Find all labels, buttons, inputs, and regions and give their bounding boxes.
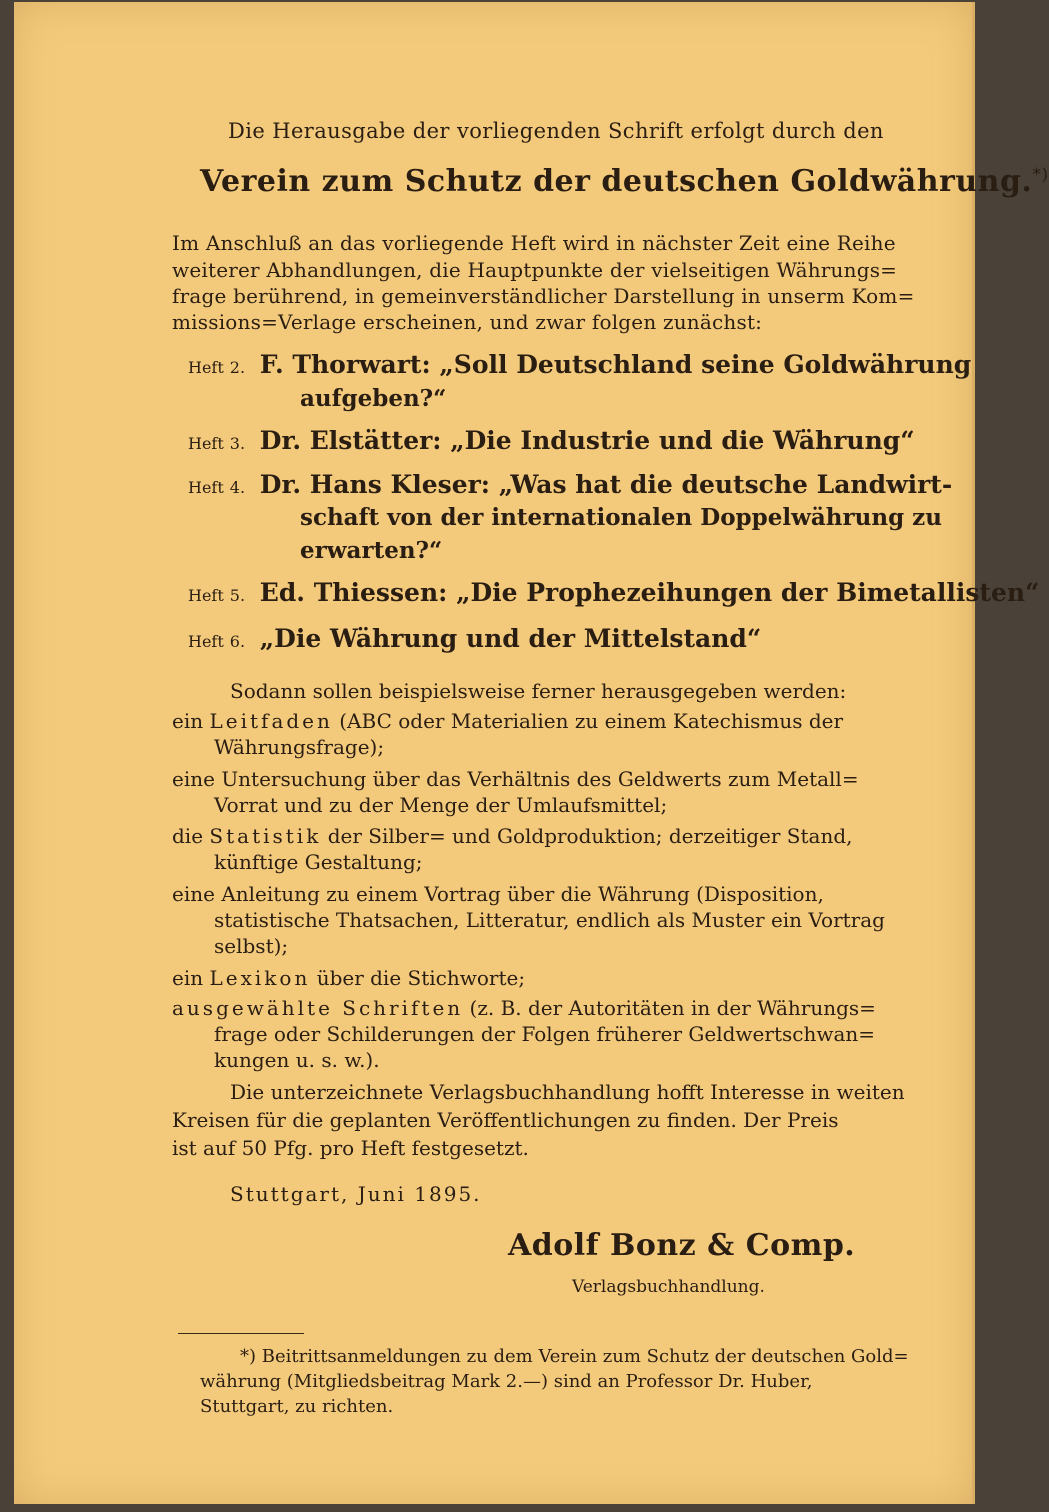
heft-entry: [188, 578, 1039, 607]
footnote-line: währung (Mitgliedsbeitrag Mark 2.—) sind an Professor Dr. Huber,: [200, 1371, 813, 1392]
item-lead: ein: [172, 966, 204, 990]
heft-title: „Soll Deutschland seine Goldwährung: [439, 350, 972, 379]
further-item: [172, 882, 824, 906]
heft-number: 5.: [229, 586, 246, 605]
heft-title-cont: erwarten?“: [300, 537, 443, 564]
further-item: [172, 824, 853, 848]
heft-author: Dr. Hans Kleser:: [259, 470, 491, 499]
heft-label: Heft: [188, 632, 224, 651]
heft-title-cont: aufgeben?“: [300, 385, 447, 412]
further-item-cont: Vorrat und zu der Menge der Umlaufsmittel;: [214, 793, 668, 817]
item-key: Anleitung zu einem Vortrag: [221, 882, 501, 906]
item-text: (z. B. der Autoritäten in der Währungs=: [469, 996, 876, 1020]
closing-line: Kreisen für die geplanten Veröffentlichungen zu finden. Der Preis: [172, 1108, 839, 1132]
further-item-cont: frage oder Schilderungen der Folgen früherer Geldwertschwan=: [214, 1022, 876, 1046]
heft-number: 4.: [229, 478, 246, 497]
further-item: [172, 709, 843, 733]
further-item: [172, 996, 876, 1020]
heft-author: F. Thorwart:: [259, 350, 431, 379]
further-item: [172, 966, 525, 990]
society-title: [200, 164, 1049, 199]
heft-label: Heft: [188, 478, 224, 497]
item-text: über die Währung (Disposition,: [507, 882, 824, 906]
paper-sheet: [14, 2, 1049, 1504]
further-item: [172, 767, 859, 791]
item-text: über die Stichworte;: [316, 966, 526, 990]
further-item-cont: Währungsfrage);: [214, 735, 385, 759]
item-text: der Silber= und Goldproduktion; derzeitiger Stand,: [327, 824, 853, 848]
item-lead: die: [172, 824, 204, 848]
announce-line: Im Anschluß an das vorliegende Heft wird in nächster Zeit eine Reihe: [172, 231, 896, 255]
footnote-marker: *): [1032, 165, 1049, 185]
item-lead: ein: [172, 709, 204, 733]
item-key: Untersuchung: [221, 767, 367, 791]
heft-title: „Die Prophezeihungen der Bimetallisten“: [456, 578, 1040, 607]
heft-number: 2.: [229, 358, 246, 377]
heft-number: 6.: [229, 632, 246, 651]
heft-title-cont: schaft von der internationalen Doppelwährung zu: [300, 504, 942, 531]
item-key: ausgewählte Schriften: [172, 996, 464, 1020]
announce-line: frage berührend, in gemeinverständlicher Darstellung in unserm Kom=: [172, 284, 915, 308]
footnote-rule: [178, 1333, 304, 1334]
heft-title: „Was hat die deutsche Landwirt-: [498, 470, 953, 499]
heft-entry: [188, 350, 971, 379]
closing-line: ist auf 50 Pfg. pro Heft festgesetzt.: [172, 1136, 529, 1160]
announce-line: missions=Verlage erscheinen, und zwar folgen zunächst:: [172, 310, 763, 334]
publisher-subtitle: Verlagsbuchhandlung.: [572, 1277, 765, 1297]
item-text: (ABC oder Materialien zu einem Katechismus der: [339, 709, 844, 733]
heft-title: „Die Währung und der Mittelstand“: [259, 624, 762, 653]
publisher-name: Adolf Bonz & Comp.: [508, 1228, 856, 1263]
heft-label: Heft: [188, 586, 224, 605]
further-item-cont: statistische Thatsachen, Litteratur, endlich als Muster ein Vortrag: [214, 908, 885, 932]
heft-author: Ed. Thiessen:: [259, 578, 448, 607]
item-lead: eine: [172, 882, 215, 906]
item-key: Leitfaden: [209, 709, 333, 733]
place-date: Stuttgart, Juni 1895.: [230, 1182, 482, 1206]
further-intro: Sodann sollen beispielsweise ferner herausgegeben werden:: [230, 679, 847, 703]
footnote-line: Stuttgart, zu richten.: [200, 1396, 394, 1417]
heft-entry: [188, 624, 761, 653]
item-key: Lexikon: [209, 966, 311, 990]
heft-label: Heft: [188, 358, 224, 377]
item-key: Statistik: [209, 824, 322, 848]
announce-line: weiterer Abhandlungen, die Hauptpunkte der vielseitigen Währungs=: [172, 258, 898, 282]
further-item-cont: künftige Gestaltung;: [214, 850, 423, 874]
intro-line: Die Herausgabe der vorliegenden Schrift erfolgt durch den: [228, 119, 884, 143]
closing-line: Die unterzeichnete Verlagsbuchhandlung hofft Interesse in weiten: [230, 1080, 905, 1104]
heft-author: Dr. Elstätter:: [259, 426, 442, 455]
heft-entry: [188, 426, 915, 455]
heft-number: 3.: [229, 434, 246, 453]
society-name: Verein zum Schutz der deutschen Goldwährung.: [200, 164, 1033, 199]
item-text: über das Verhältnis des Geldwerts zum Metall=: [372, 767, 859, 791]
heft-label: Heft: [188, 434, 224, 453]
item-lead: eine: [172, 767, 215, 791]
further-item-cont: selbst);: [214, 934, 289, 958]
heft-entry: [188, 470, 952, 499]
heft-title: „Die Industrie und die Währung“: [450, 426, 915, 455]
further-item-cont: kungen u. s. w.).: [214, 1048, 380, 1072]
footnote-line: *) Beitrittsanmeldungen zu dem Verein zum Schutz der deutschen Gold=: [240, 1346, 909, 1367]
